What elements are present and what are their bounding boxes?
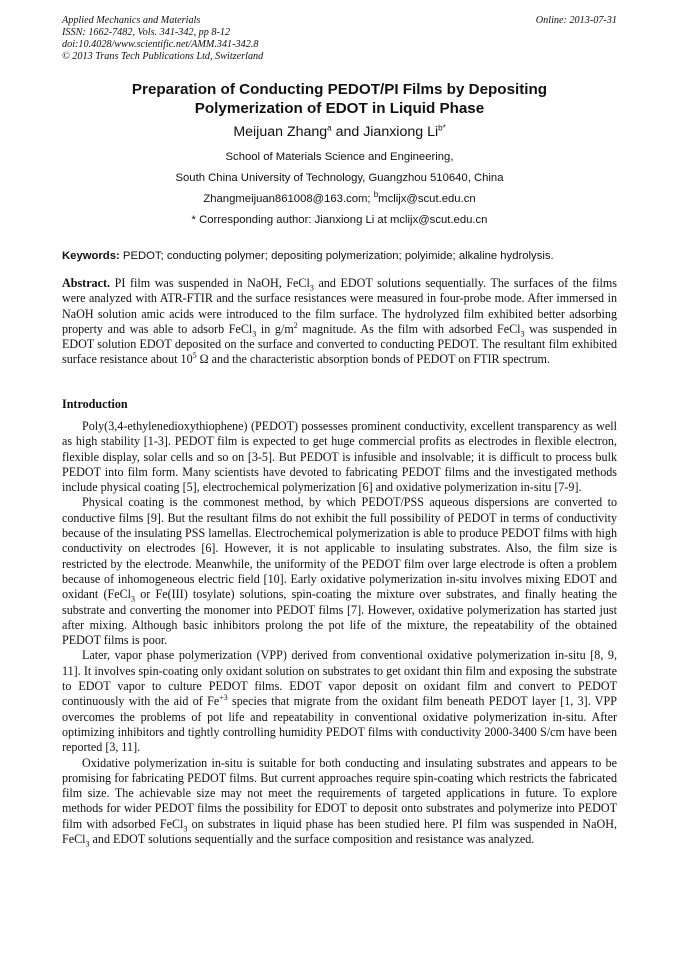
introduction-heading: Introduction: [62, 397, 128, 411]
intro-p2-text-1: Physical coating is the commonest method, by which PEDOT/PSS aqueous dispersions are converted to conductive films [9]. But the resultant films do not exhibit the full possibility of PEDOT in terms of conductivity because of the insulating PSS lamellas. Electrochemical polymerization is able to produce PEDOT films with high conductivity on electrodes [6]. However, it is not applicable to insulating substrates. Also, the film size is restricted by the electrode. Meanwhile, the uniformity of the PEDOT film over large electrode is often a problem because of inhomogeneous electric field [10]. Early oxidative polymerization in-situ involves mixing EDOT and oxidant (FeCl: [62, 495, 617, 602]
author-1: Meijuan Zhang: [233, 124, 328, 140]
journal-header: [62, 15, 617, 63]
abstract-sup-2: 5: [192, 351, 197, 361]
intro-p2-text-2: or Fe(III) tosylate) solutions, spin-coating the mixture over substrates, and finally heating the substrate and converting the monomer into PEDOT films [7]. However, oxidative polymerization has started just after mixing. Although basic inhibitors prolong the pot life of the mixture, the repeatability of the obtained PEDOT films is poor.: [62, 587, 617, 648]
intro-paragraph-1: Poly(3,4-ethylenedioxythiophene) (PEDOT) possesses prominent conductivity, excellent transparency as well as high stability [1-3]. PEDOT film is expected to get huge commercial profits as electrodes in flexible electron, flexible display, solar cells and so on [3-5]. But PEDOT is infusible and insolvable; it is difficult to process bulk PEDOT into film form. Many scientists have devoted to fabricating PEDOT films and the investigated methods include physical coating [5], electrochemical polymerization [6] and oxidative polymerization in-situ [7-9].: [62, 419, 617, 495]
intro-p3-text-1: Later, vapor phase polymerization (VPP) derived from conventional oxidative polymerization in-situ [8, 9, 11]. It involves spin-coating only oxidant solution on substrates to get oxidant thin film and exposing the substrate to EDOT vapor to culture PEDOT films. EDOT vapor deposit on oxidant film and convert to PEDOT continuously with the aid of Fe: [62, 648, 617, 709]
intro-paragraph-2: [62, 495, 617, 648]
email-1[interactable]: Zhangmeijuan861008@163.com;: [203, 193, 374, 205]
copyright-line: © 2013 Trans Tech Publications Ltd, Switzerland: [62, 51, 264, 62]
abstract-text-1: PI film was suspended in NaOH, FeCl: [110, 276, 310, 290]
email-line: [62, 192, 617, 206]
paper-title: [62, 80, 617, 118]
issn-line: ISSN: 1662-7482, Vols. 341-342, pp 8-12: [62, 27, 231, 38]
abstract: [62, 276, 617, 368]
keywords: [62, 249, 622, 263]
abstract-text-6: Ω and the characteristic absorption bonds of PEDOT on FTIR spectrum.: [196, 352, 550, 367]
intro-p4-sub-2: 3: [85, 839, 90, 849]
author-1-mark: a: [327, 123, 332, 133]
abstract-paragraph: [62, 276, 617, 368]
author-conjunction: and: [331, 124, 364, 140]
abstract-sub-3: 3: [520, 329, 525, 339]
intro-p3-text-2: species that migrate from the oxidant film beneath PEDOT layer [1, 3]. VPP overcomes the problems of pot life and repeatability in conventional oxidative polymerization in-situ. After optimizing inhibitors and tightly controlling humidity PEDOT films with conductivity 2000-3400 S/cm have been reported [3, 11].: [62, 694, 617, 755]
doi-line[interactable]: doi:10.4028/www.scientific.net/AMM.341-342.8: [62, 39, 259, 50]
online-date: Online: 2013-07-31: [535, 15, 617, 26]
abstract-text-3: in g/m: [256, 321, 294, 336]
keywords-text: PEDOT; conducting polymer; depositing polymerization; polyimide; alkaline hydrolysis.: [119, 250, 554, 262]
email-2-mark: b: [373, 190, 379, 200]
abstract-sub-1: 3: [309, 283, 314, 293]
abstract-sub-2: 3: [252, 329, 257, 339]
journal-name: Applied Mechanics and Materials: [62, 15, 201, 26]
abstract-text-5: was suspended in EDOT solution EDOT deposited on the surface and converted to conducting PEDOT. The resultant film exhibited surface resistance about 10: [62, 321, 617, 367]
intro-p4-text-2: on substrates in liquid phase has been studied here. PI film was suspended in NaOH, FeCl: [62, 816, 618, 847]
intro-paragraph-3: [62, 648, 617, 755]
intro-p2-sub: 3: [131, 594, 136, 604]
abstract-label: Abstract.: [62, 276, 111, 290]
intro-p3-sup: +3: [219, 693, 228, 703]
abstract-text-4: magnitude. As the film with adsorbed FeCl: [297, 321, 521, 336]
email-2[interactable]: mclijx@scut.edu.cn: [378, 193, 476, 205]
intro-p4-text-1: Oxidative polymerization in-situ is suitable for both conducting and insulating substrates and appears to be promising for fabricating PEDOT films. But current approaches require spin-coating which restricts the fabricated film size. The achievable size may not meet the requirements of targeted applications in future. To explore methods for wider PEDOT films the possibility for EDOT to deposit onto substrates and polymerize into PEDOT film with adsorbed FeCl: [62, 755, 617, 831]
author-2: Jianxiong Li: [363, 124, 439, 140]
author-list: [62, 123, 617, 141]
intro-p4-text-3: and EDOT solutions sequentially and the surface composition and resistance was analyzed.: [89, 832, 535, 847]
introduction-body: [62, 419, 617, 847]
intro-p4-sub-1: 3: [183, 824, 188, 834]
abstract-sup-1: 2: [293, 320, 298, 330]
affiliation-line-1: School of Materials Science and Engineering,: [225, 151, 454, 163]
corresponding-author: * Corresponding author: Jianxiong Li at mclijx@scut.edu.cn: [191, 214, 488, 226]
abstract-text-2: and EDOT solutions sequentially. The surfaces of the films were analyzed with ATR-FTIR and the surface resistances were measured in four-probe mode. After immersed in NaOH solution amic acids were introduced to the film surface. The hydrolyzed film exhibited better adsorbing property and was able to adsorb FeCl: [62, 276, 617, 336]
author-2-mark: b*: [438, 123, 446, 133]
affiliation-line-2: South China University of Technology, Guangzhou 510640, China: [175, 172, 504, 184]
title-line-1: Preparation of Conducting PEDOT/PI Films by Depositing: [131, 81, 548, 98]
intro-paragraph-4: [62, 756, 617, 848]
title-line-2: Polymerization of EDOT in Liquid Phase: [194, 100, 485, 117]
keywords-label: Keywords:: [62, 250, 120, 262]
